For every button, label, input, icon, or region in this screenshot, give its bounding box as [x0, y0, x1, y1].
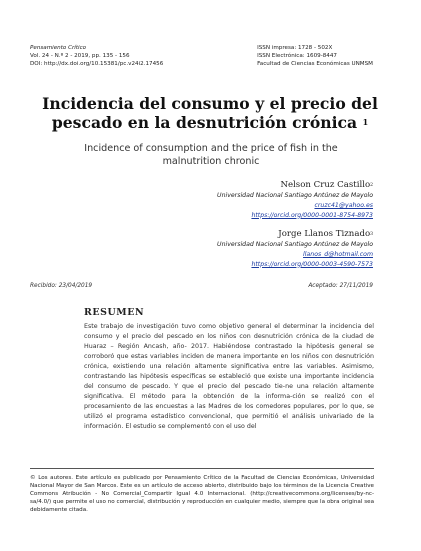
journal-doi: DOI: http://dx.doi.org/10.15381/pc.v24i2.17456 [30, 61, 164, 68]
accepted-date: Aceptado: 27/11/2019 [308, 283, 373, 289]
journal-header-right [257, 44, 373, 69]
article-subtitle: Incidence of consumption and the price of fish in the malnutrition chronic [84, 143, 338, 167]
author-block [217, 229, 373, 269]
footnote-divider [30, 468, 374, 469]
faculty-name: Facultad de Ciencias Económicas UNMSM [257, 61, 373, 68]
author-orcid-link[interactable]: https://orcid.org/0000-0001-8754-8973 [251, 211, 373, 219]
received-date: Recibido: 23/04/2019 [30, 283, 93, 289]
author-footnote-mark: 3 [370, 232, 373, 237]
title-footnote-mark: 1 [362, 117, 369, 127]
author-orcid-link[interactable]: https://orcid.org/0000-0003-4590-7573 [251, 260, 373, 268]
abstract-body: Este trabajo de investigación tuvo como objetivo general el determinar la incidencia del consumo y el precio del pescado en los niños con desnutrición crónica de la ciudad de Huaraz – Región Ancash, año- 2017. Habiéndose contrastado la hipótesis general se corroboró que estas variables inciden de manera importante en los niños con desnutrición crónica, existiendo una relación altamente significativa entre las variables. Asimismo, contrastando las hipótesis específicas se estableció que existe una importante incidencia del consumo de pescado. Y que el precio del pescado tie-ne una relación altamente significativa. El método para la obtención de la informa-ción se realizó con el procesamiento de las encuestas a las Madres de los comedores populares, por lo que, se utilizó el programa estadístico convencional, que permitió el análisis univariado de la información. El estudio se complementó con el uso del [84, 323, 374, 430]
license-footnote: © Los autores. Este artículo es publicado por Pensamiento Crítico de la Facultad de Ciencias Económicas, Universidad Nacional Mayor de San Marcos. Este es un artículo de acceso abierto, distribuido bajo los términos de la Licencia Creative Commons Atribución - No Comercial_Compartir Igual 4.0 Internacional. (http://creativecommons.org/licenses/by-nc-sa/4.0/) que permite el uso no comercial, distribución y reproducción en cualquier medio, siempre que la obra original sea debidamente citada. [30, 475, 374, 514]
abstract-heading: RESUMEN [84, 307, 145, 318]
issn-electronic: ISSN Electrónica: 1609-8447 [257, 53, 337, 60]
issn-print: ISSN impresa: 1728 - 502X [257, 45, 333, 51]
author-email-link[interactable]: llanos_d@hotmail.com [303, 250, 373, 258]
author-institution: Universidad Nacional Santiago Antúnez de Mayolo [217, 192, 373, 199]
journal-volume: Vol. 24 - N.º 2 - 2019, pp. 135 - 156 [30, 53, 130, 60]
author-email-link[interactable]: cruzc41@yahoo.es [314, 201, 373, 209]
author-institution: Universidad Nacional Santiago Antúnez de Mayolo [217, 241, 373, 248]
author-block [217, 180, 373, 220]
author-name: Jorge Llanos Tiznado$^3$ [278, 229, 373, 239]
article-title [40, 94, 380, 132]
author-name: Nelson Cruz Castillo$^2$ [280, 180, 373, 190]
article-title-text: Incidencia del consumo y el precio del pescado en la desnutrición crónica [42, 94, 378, 132]
journal-name: Pensamiento Crítico [30, 45, 87, 51]
journal-header-left [30, 44, 163, 69]
author-footnote-mark: 2 [370, 183, 373, 188]
